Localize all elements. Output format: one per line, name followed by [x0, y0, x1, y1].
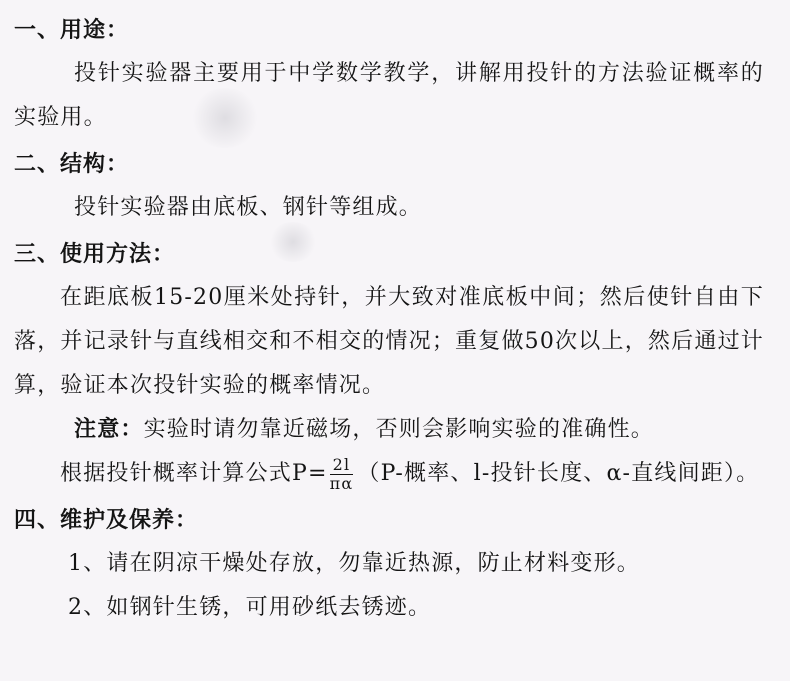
- section-heading: 四、维护及保养：: [14, 508, 199, 533]
- maintenance-item: 1、请在阴凉干燥处存放，勿靠近热源，防止材料变形。: [68, 551, 640, 576]
- maintenance-item: 2、如钢针生锈，可用砂纸去锈迹。: [68, 595, 432, 620]
- section-usage: [14, 16, 764, 140]
- section-text: 投针实验器主要用于中学数学教学，讲解用投针的方法验证概率的实验用。: [14, 61, 764, 130]
- section-text: 投针实验器由底板、钢针等组成。: [74, 195, 423, 220]
- section-method: [14, 240, 764, 496]
- formula-denominator: πα: [329, 473, 354, 493]
- note-paragraph: [14, 408, 764, 452]
- paper-smudge: [190, 88, 260, 148]
- note-text: 实验时请勿靠近磁场，否则会影响实验的准确性。: [143, 417, 655, 442]
- section-maintenance: [14, 506, 764, 630]
- section-heading: 一、用途：: [14, 18, 130, 43]
- paper-smudge: [268, 222, 318, 262]
- formula-fraction: [329, 454, 354, 493]
- formula-suffix: （P-概率、l-投针长度、α-直线间距）。: [357, 461, 760, 486]
- section-heading: 二、结构：: [14, 152, 130, 177]
- formula-paragraph: [14, 452, 764, 496]
- note-label: 注意：: [74, 417, 144, 442]
- formula-numerator: 2l: [330, 457, 354, 475]
- section-structure: [14, 150, 764, 230]
- section-heading: 三、使用方法：: [14, 242, 176, 267]
- formula-prefix: 根据投针概率计算公式P=: [60, 461, 328, 486]
- section-text: 在距底板15-20厘米处持针，并大致对准底板中间；然后使针自由下落，并记录针与直线相交和不相交的情况；重复做50次以上，然后通过计算，验证本次投针实验的概率情况。: [14, 285, 764, 398]
